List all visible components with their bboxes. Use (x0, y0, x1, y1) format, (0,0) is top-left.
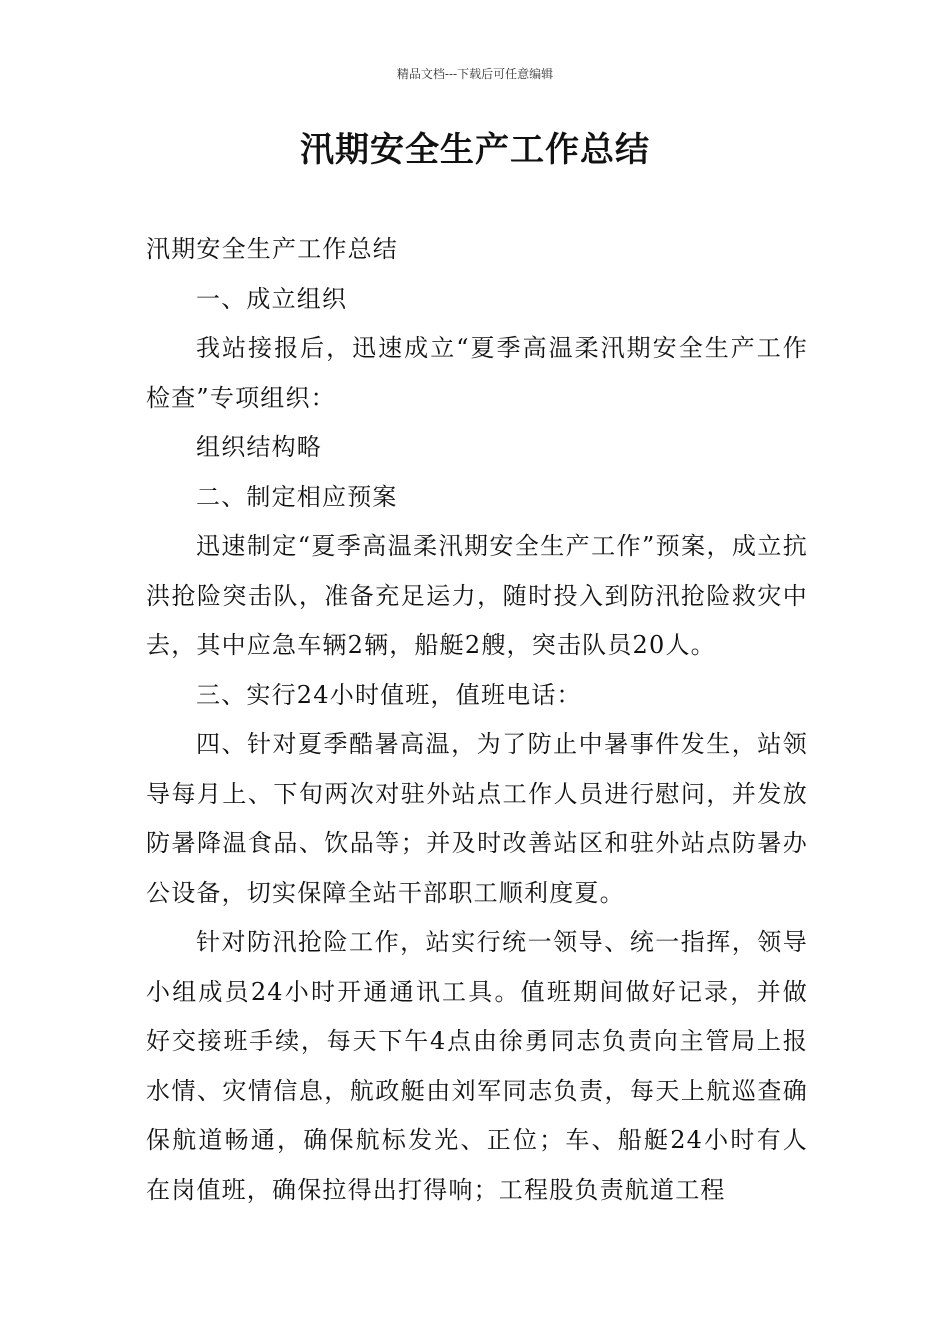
document-title: 汛期安全生产工作总结 (300, 130, 650, 170)
paragraph-heading-3: 三、实行24小时值班，值班电话： (196, 680, 582, 709)
paragraph-heading-1: 一、成立组织 (196, 284, 348, 313)
paragraph: 四、针对夏季酷暑高温，为了防止中暑事件发生，站领导每月上、下旬两次对驻外站点工作人员进行慰问，并发放防暑降温食品、饮品等；并及时改善站区和驻外站点防暑办公设备，切实保障全站干部职工顺利度夏。 (146, 730, 808, 907)
document-body (146, 225, 808, 1215)
paragraph-subtitle: 汛期安全生产工作总结 (146, 235, 398, 263)
paragraph-heading-2: 二、制定相应预案 (196, 482, 398, 511)
paragraph: 我站接报后，迅速成立“夏季高温柔汛期安全生产工作检查”专项组织： (146, 334, 808, 412)
page-header: 精品文档---下载后可任意编辑 (396, 67, 554, 81)
paragraph: 针对防汛抢险工作，站实行统一领导、统一指挥，领导小组成员24小时开通通讯工具。值班期间做好记录，并做好交接班手续，每天下午4点由徐勇同志负责向主管局上报水情、灾情信息，航政艇由刘军同志负责，每天上航巡查确保航道畅通，确保航标发光、正位；车、船艇24小时有人在岗值班，确保拉得出打得响；工程股负责航道工程 (146, 928, 808, 1204)
paragraph: 组织结构略 (196, 433, 322, 461)
paragraph: 迅速制定“夏季高温柔汛期安全生产工作”预案，成立抗洪抢险突击队，准备充足运力，随时投入到防汛抢险救灾中去，其中应急车辆2辆，船艇2艘，突击队员20人。 (146, 532, 808, 659)
